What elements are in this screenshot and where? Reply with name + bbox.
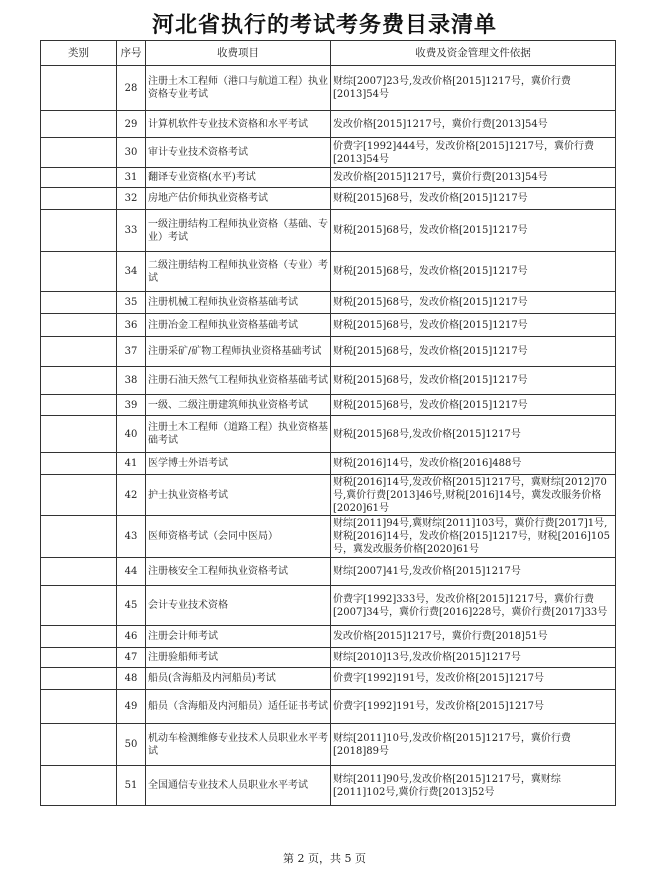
cell-category — [41, 66, 117, 111]
cell-category — [41, 210, 117, 252]
table-row — [41, 168, 616, 188]
cell-item: 船员(含海船及内河船员)考试 — [146, 668, 331, 690]
table-row — [41, 626, 616, 648]
table-row — [41, 724, 616, 766]
table-row — [41, 395, 616, 416]
cell-category — [41, 626, 117, 648]
cell-basis: 财税[2015]68号,发改价格[2015]1217号 — [331, 416, 616, 453]
header-basis: 收费及资金管理文件依据 — [331, 41, 616, 66]
cell-seq: 41 — [117, 453, 146, 475]
cell-category — [41, 416, 117, 453]
cell-category — [41, 586, 117, 626]
cell-seq: 44 — [117, 558, 146, 586]
cell-basis: 财税[2015]68号，发改价格[2015]1217号 — [331, 210, 616, 252]
table-row — [41, 648, 616, 668]
table-row — [41, 337, 616, 367]
cell-item: 审计专业技术资格考试 — [146, 138, 331, 168]
cell-seq: 30 — [117, 138, 146, 168]
cell-seq: 46 — [117, 626, 146, 648]
cell-category — [41, 453, 117, 475]
cell-item: 计算机软件专业技术资格和水平考试 — [146, 111, 331, 138]
cell-seq: 29 — [117, 111, 146, 138]
cell-basis: 发改价格[2015]1217号，冀价行费[2018]51号 — [331, 626, 616, 648]
cell-seq: 49 — [117, 690, 146, 724]
cell-seq: 32 — [117, 188, 146, 210]
table-row — [41, 252, 616, 292]
cell-seq: 36 — [117, 314, 146, 337]
cell-basis: 价费字[1992]191号，发改价格[2015]1217号 — [331, 690, 616, 724]
cell-seq: 51 — [117, 766, 146, 806]
fee-table — [40, 40, 616, 806]
table-row — [41, 416, 616, 453]
cell-seq: 34 — [117, 252, 146, 292]
table-row — [41, 668, 616, 690]
cell-seq: 35 — [117, 292, 146, 314]
cell-basis: 财综[2007]41号,发改价格[2015]1217号 — [331, 558, 616, 586]
cell-category — [41, 516, 117, 558]
cell-basis: 财综[2011]90号,发改价格[2015]1217号，冀财综[2011]102号,冀价行费[2013]52号 — [331, 766, 616, 806]
cell-item: 注册会计师考试 — [146, 626, 331, 648]
cell-item: 船员（含海船及内河船员）适任证书考试 — [146, 690, 331, 724]
cell-seq: 50 — [117, 724, 146, 766]
cell-item: 医学博士外语考试 — [146, 453, 331, 475]
cell-category — [41, 690, 117, 724]
table-row — [41, 66, 616, 111]
table-row — [41, 690, 616, 724]
header-item: 收费项目 — [146, 41, 331, 66]
cell-item: 医师资格考试（会同中医局） — [146, 516, 331, 558]
table-row — [41, 367, 616, 395]
cell-seq: 47 — [117, 648, 146, 668]
cell-category — [41, 292, 117, 314]
cell-category — [41, 337, 117, 367]
cell-item: 注册土木工程师（港口与航道工程）执业资格专业考试 — [146, 66, 331, 111]
cell-basis: 发改价格[2015]1217号，冀价行费[2013]54号 — [331, 111, 616, 138]
cell-item: 护士执业资格考试 — [146, 475, 331, 516]
cell-seq: 40 — [117, 416, 146, 453]
page-title: 河北省执行的考试考务费目录清单 — [151, 13, 497, 38]
table-row — [41, 453, 616, 475]
cell-basis: 财税[2015]68号，发改价格[2015]1217号 — [331, 252, 616, 292]
cell-basis: 财税[2015]68号，发改价格[2015]1217号 — [331, 395, 616, 416]
cell-seq: 31 — [117, 168, 146, 188]
cell-basis: 财税[2016]14号，发改价格[2016]488号 — [331, 453, 616, 475]
cell-seq: 42 — [117, 475, 146, 516]
header-category: 类别 — [41, 41, 117, 66]
cell-seq: 28 — [117, 66, 146, 111]
cell-item: 房地产估价师执业资格考试 — [146, 188, 331, 210]
cell-seq: 45 — [117, 586, 146, 626]
cell-category — [41, 724, 117, 766]
cell-basis: 财税[2016]14号,发改价格[2015]1217号，冀财综[2012]70号,冀价行费[2013]46号,财税[2016]14号，冀发改服务价格[2020]61号 — [331, 475, 616, 516]
cell-item: 一级注册结构工程师执业资格（基础、专业）考试 — [146, 210, 331, 252]
table-row — [41, 558, 616, 586]
cell-basis: 财综[2011]94号,冀财综[2011]103号，冀价行费[2017]1号,财税[2016]14号，发改价格[2015]1217号，财税[2016]105号，冀发改服务价格[2020]61号 — [331, 516, 616, 558]
cell-basis: 价费字[1992]191号，发改价格[2015]1217号 — [331, 668, 616, 690]
cell-basis: 价费字[1992]333号，发改价格[2015]1217号，冀价行费[2007]34号，冀价行费[2016]228号，冀价行费[2017]33号 — [331, 586, 616, 626]
cell-category — [41, 766, 117, 806]
cell-item: 注册核安全工程师执业资格考试 — [146, 558, 331, 586]
cell-basis: 财综[2007]23号,发改价格[2015]1217号，冀价行费[2013]54号 — [331, 66, 616, 111]
cell-category — [41, 668, 117, 690]
cell-basis: 财综[2011]10号,发改价格[2015]1217号，冀价行费[2018]89号 — [331, 724, 616, 766]
cell-category — [41, 367, 117, 395]
cell-basis: 财税[2015]68号，发改价格[2015]1217号 — [331, 292, 616, 314]
cell-seq: 48 — [117, 668, 146, 690]
header-seq: 序号 — [117, 41, 146, 66]
cell-item: 注册验船师考试 — [146, 648, 331, 668]
cell-category — [41, 314, 117, 337]
page-number: 第 2 页，共 5 页 — [283, 852, 366, 865]
cell-category — [41, 558, 117, 586]
cell-item: 一级、二级注册建筑师执业资格考试 — [146, 395, 331, 416]
cell-seq: 33 — [117, 210, 146, 252]
cell-item: 翻译专业资格(水平)考试 — [146, 168, 331, 188]
cell-item: 注册机械工程师执业资格基础考试 — [146, 292, 331, 314]
cell-item: 注册石油天然气工程师执业资格基础考试 — [146, 367, 331, 395]
table-row — [41, 188, 616, 210]
cell-category — [41, 188, 117, 210]
cell-seq: 43 — [117, 516, 146, 558]
cell-category — [41, 475, 117, 516]
table-row — [41, 210, 616, 252]
cell-item: 注册土木工程师（道路工程）执业资格基础考试 — [146, 416, 331, 453]
table-row — [41, 766, 616, 806]
cell-item: 全国通信专业技术人员职业水平考试 — [146, 766, 331, 806]
cell-item: 机动车检测维修专业技术人员职业水平考试 — [146, 724, 331, 766]
cell-item: 会计专业技术资格 — [146, 586, 331, 626]
cell-item: 二级注册结构工程师执业资格（专业）考试 — [146, 252, 331, 292]
cell-category — [41, 111, 117, 138]
cell-category — [41, 648, 117, 668]
table-header-row — [41, 41, 616, 66]
cell-basis: 财税[2015]68号，发改价格[2015]1217号 — [331, 337, 616, 367]
cell-basis: 发改价格[2015]1217号，冀价行费[2013]54号 — [331, 168, 616, 188]
cell-item: 注册冶金工程师执业资格基础考试 — [146, 314, 331, 337]
cell-seq: 39 — [117, 395, 146, 416]
cell-basis: 财综[2010]13号,发改价格[2015]1217号 — [331, 648, 616, 668]
table-body — [41, 66, 616, 806]
table-row — [41, 111, 616, 138]
cell-item: 注册采矿/矿物工程师执业资格基础考试 — [146, 337, 331, 367]
table-row — [41, 314, 616, 337]
cell-category — [41, 395, 117, 416]
cell-category — [41, 252, 117, 292]
cell-category — [41, 168, 117, 188]
cell-seq: 38 — [117, 367, 146, 395]
table-row — [41, 586, 616, 626]
cell-basis: 财税[2015]68号，发改价格[2015]1217号 — [331, 367, 616, 395]
table-row — [41, 292, 616, 314]
table-row — [41, 475, 616, 516]
cell-basis: 价费字[1992]444号，发改价格[2015]1217号，冀价行费[2013]54号 — [331, 138, 616, 168]
table-row — [41, 516, 616, 558]
cell-basis: 财税[2015]68号，发改价格[2015]1217号 — [331, 314, 616, 337]
table-row — [41, 138, 616, 168]
cell-seq: 37 — [117, 337, 146, 367]
cell-category — [41, 138, 117, 168]
cell-basis: 财税[2015]68号，发改价格[2015]1217号 — [331, 188, 616, 210]
